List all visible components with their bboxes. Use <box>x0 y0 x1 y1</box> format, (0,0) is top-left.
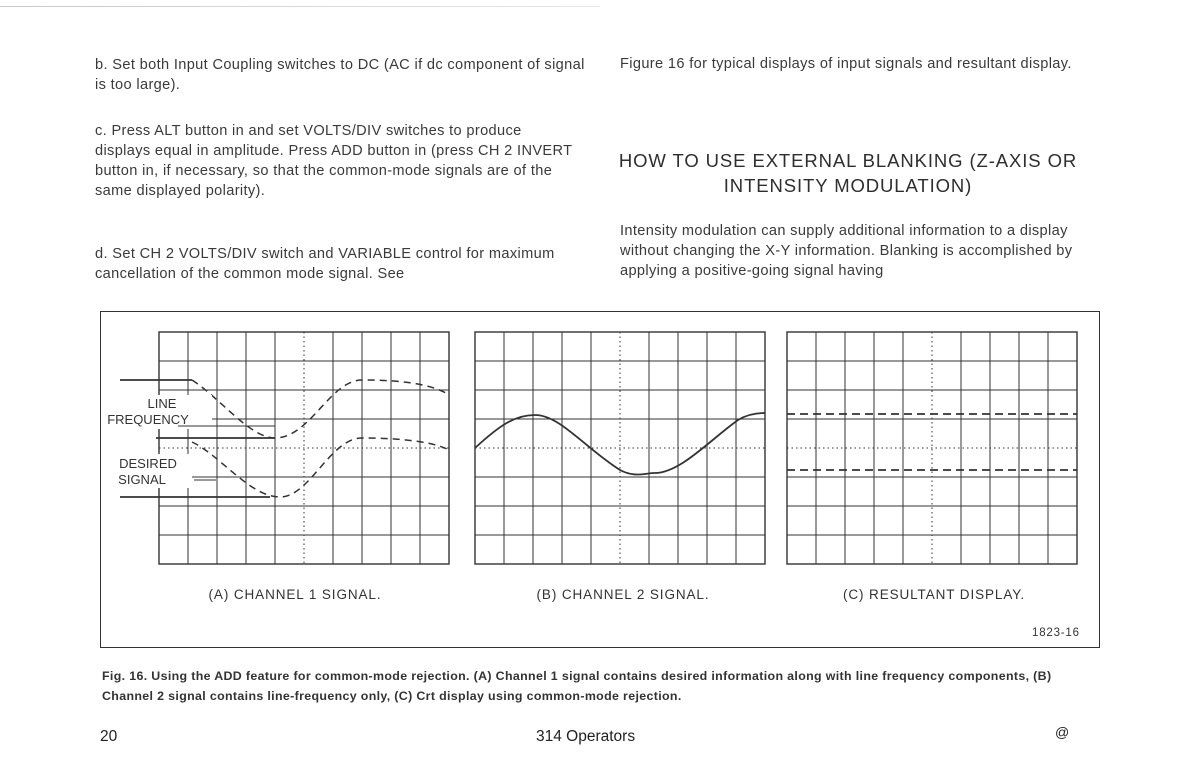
panel-a-caption: (A) CHANNEL 1 SIGNAL. <box>208 587 382 602</box>
figure-reference-paragraph: Figure 16 for typical displays of input signals and resultant display. <box>620 56 1072 72</box>
frequency-label: FREQUENCY <box>107 412 189 427</box>
page-number: 20 <box>100 728 118 745</box>
figure-code: 1823-16 <box>1032 627 1080 639</box>
desired-label: DESIRED <box>119 456 177 471</box>
step-d-paragraph: d. Set CH 2 VOLTS/DIV switch and VARIABLE control for maximum cancellation of the common mode signal. See <box>95 246 555 282</box>
panel-b-caption: (B) CHANNEL 2 SIGNAL. <box>536 587 710 602</box>
line-label: LINE <box>147 396 177 411</box>
panel-a-graticule <box>100 320 460 570</box>
panel-b-graticule <box>470 320 770 570</box>
panel-c-caption: (C) RESULTANT DISPLAY. <box>842 587 1026 602</box>
panel-c-graticule <box>782 320 1082 570</box>
section-heading: HOW TO USE EXTERNAL BLANKING (Z-AXIS OR INTENSITY MODULATION) <box>618 150 1078 196</box>
intensity-modulation-paragraph: Intensity modulation can supply additional information to a display without changing the X-Y information. Blanking is accomplished by applying a positive-going signal having <box>620 223 1073 279</box>
step-c-paragraph: c. Press ALT button in and set VOLTS/DIV switches to produce displays equal in amplitude. Press ADD button in (press CH 2 INVERT button in, if necessary, so that the common-mode signals are of the same displayed polarity). <box>95 123 573 199</box>
footer-symbol: @ <box>1055 724 1070 740</box>
figure-caption: Fig. 16. Using the ADD feature for common-mode rejection. (A) Channel 1 signal contains desired information along with line frequency components, (B) Channel 2 signal contains line-frequency only, (C) Crt display using common-mode rejection. <box>102 669 1052 703</box>
step-b-paragraph: b. Set both Input Coupling switches to DC (AC if dc component of signal is too large). <box>95 57 585 93</box>
top-rule <box>0 6 600 7</box>
footer-title: 314 Operators <box>536 728 636 745</box>
signal-label: SIGNAL <box>118 472 166 487</box>
